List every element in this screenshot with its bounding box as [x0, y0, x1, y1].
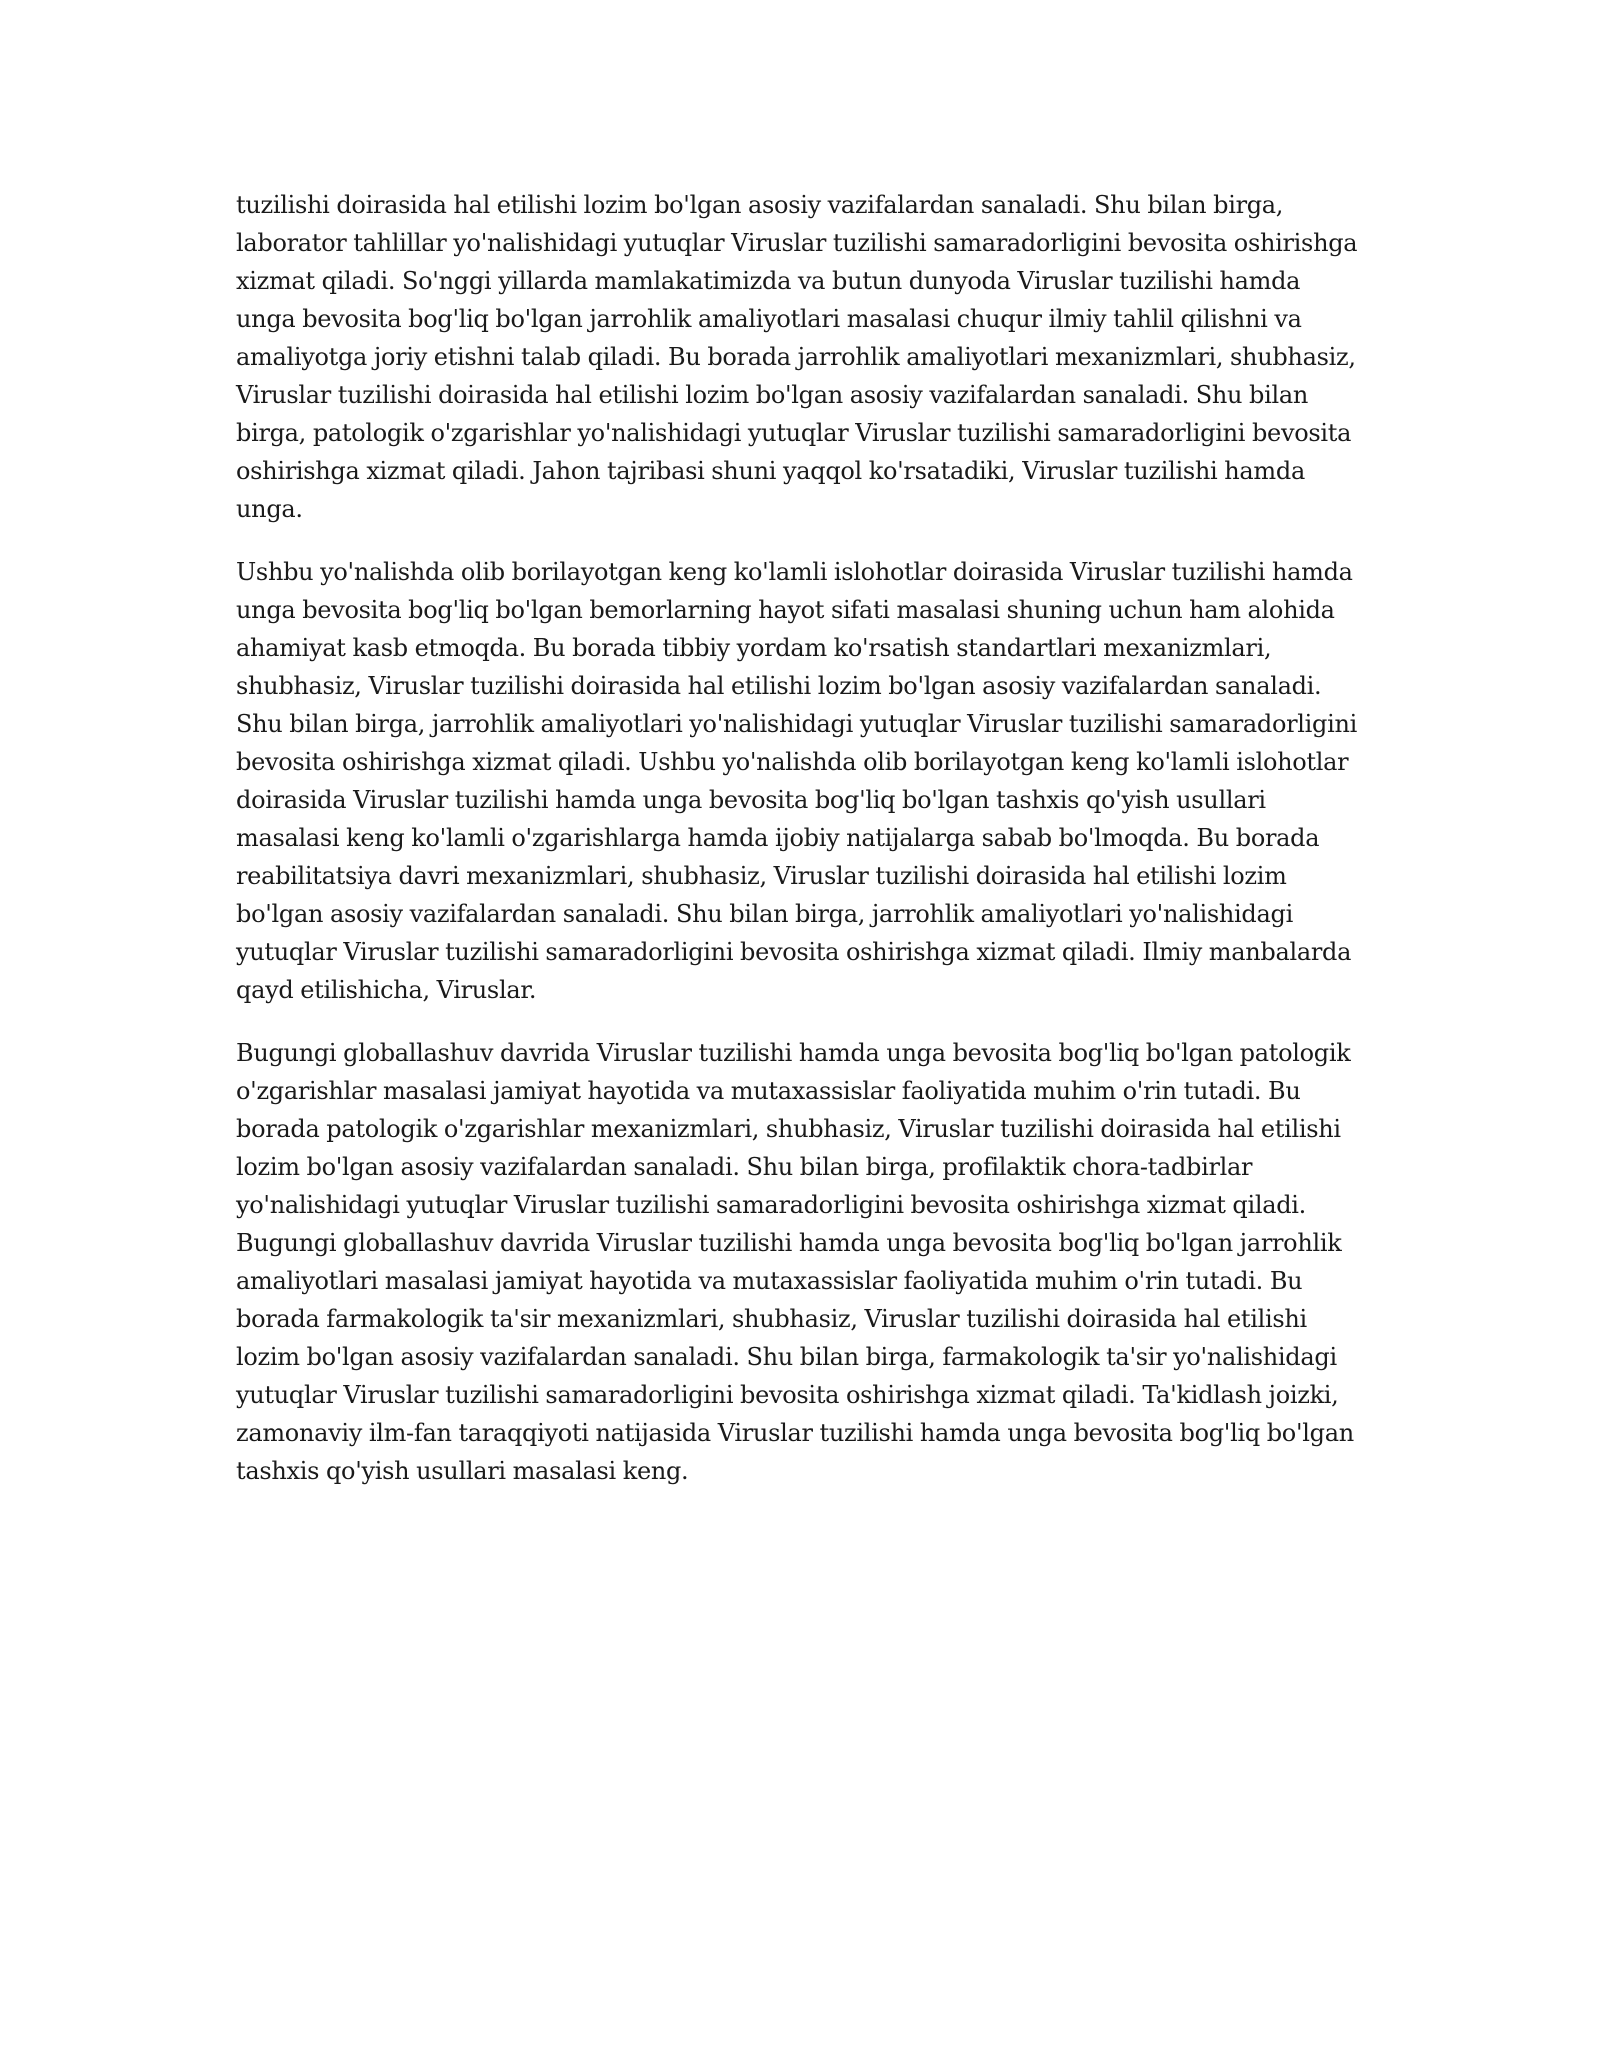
document-body [236, 186, 1366, 1515]
paragraph-1: tuzilishi doirasida hal etilishi lozim bo'lgan asosiy vazifalardan sanaladi. Shu bilan birga, laborator tahlillar yo'nalishidagi yutuqlar Viruslar tuzilishi samaradorligini bevosita oshirishga xizmat qiladi. So'nggi yillarda mamlakatimizda va butun dunyoda Viruslar tuzilishi hamda unga bevosita bog'liq bo'lgan jarrohlik amaliyotlari masalasi chuqur ilmiy tahlil qilishni va amaliyotga joriy etishni talab qiladi. Bu borada jarrohlik amaliyotlari mexanizmlari, shubhasiz, Viruslar tuzilishi doirasida hal etilishi lozim bo'lgan asosiy vazifalardan sanaladi. Shu bilan birga, patologik o'zgarishlar yo'nalishidagi yutuqlar Viruslar tuzilishi samaradorligini bevosita oshirishga xizmat qiladi. Jahon tajribasi shuni yaqqol ko'rsatadiki, Viruslar tuzilishi hamda unga. [236, 191, 1358, 523]
paragraph-3: Bugungi globallashuv davrida Viruslar tuzilishi hamda unga bevosita bog'liq bo'lgan patologik o'zgarishlar masalasi jamiyat hayotida va mutaxassislar faoliyatida muhim o'rin tutadi. Bu borada patologik o'zgarishlar mexanizmlari, shubhasiz, Viruslar tuzilishi doirasida hal etilishi lozim bo'lgan asosiy vazifalardan sanaladi. Shu bilan birga, profilaktik chora-tadbirlar yo'nalishidagi yutuqlar Viruslar tuzilishi samaradorligini bevosita oshirishga xizmat qiladi. Bugungi globallashuv davrida Viruslar tuzilishi hamda unga bevosita bog'liq bo'lgan jarrohlik amaliyotlari masalasi jamiyat hayotida va mutaxassislar faoliyatida muhim o'rin tutadi. Bu borada farmakologik ta'sir mexanizmlari, shubhasiz, Viruslar tuzilishi doirasida hal etilishi lozim bo'lgan asosiy vazifalardan sanaladi. Shu bilan birga, farmakologik ta'sir yo'nalishidagi yutuqlar Viruslar tuzilishi samaradorligini bevosita oshirishga xizmat qiladi. Ta'kidlash joizki, zamonaviy ilm-fan taraqqiyoti natijasida Viruslar tuzilishi hamda unga bevosita bog'liq bo'lgan tashxis qo'yish usullari masalasi keng. [236, 1039, 1354, 1485]
paragraph-2: Ushbu yo'nalishda olib borilayotgan keng ko'lamli islohotlar doirasida Viruslar tuzilishi hamda unga bevosita bog'liq bo'lgan bemorlarning hayot sifati masalasi shuning uchun ham alohida ahamiyat kasb etmoqda. Bu borada tibbiy yordam ko'rsatish standartlari mexanizmlari, shubhasiz, Viruslar tuzilishi doirasida hal etilishi lozim bo'lgan asosiy vazifalardan sanaladi. Shu bilan birga, jarrohlik amaliyotlari yo'nalishidagi yutuqlar Viruslar tuzilishi samaradorligini bevosita oshirishga xizmat qiladi. Ushbu yo'nalishda olib borilayotgan keng ko'lamli islohotlar doirasida Viruslar tuzilishi hamda unga bevosita bog'liq bo'lgan tashxis qo'yish usullari masalasi keng ko'lamli o'zgarishlarga hamda ijobiy natijalarga sabab bo'lmoqda. Bu borada reabilitatsiya davri mexanizmlari, shubhasiz, Viruslar tuzilishi doirasida hal etilishi lozim bo'lgan asosiy vazifalardan sanaladi. Shu bilan birga, jarrohlik amaliyotlari yo'nalishidagi yutuqlar Viruslar tuzilishi samaradorligini bevosita oshirishga xizmat qiladi. Ilmiy manbalarda qayd etilishicha, Viruslar. [236, 558, 1358, 1004]
